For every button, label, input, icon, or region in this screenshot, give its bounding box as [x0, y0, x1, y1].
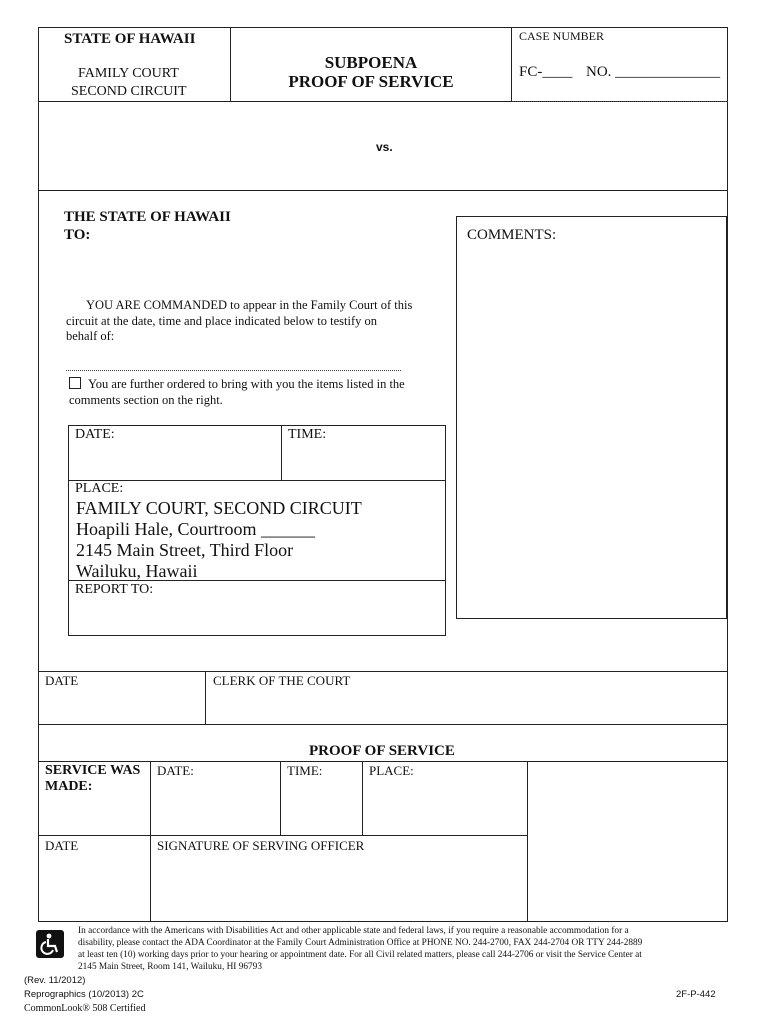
- comments-box[interactable]: [456, 216, 727, 619]
- revision-date: (Rev. 11/2012): [24, 975, 86, 986]
- versus-text: vs.: [376, 140, 393, 154]
- items-checkbox[interactable]: [69, 377, 81, 389]
- clerk-date-label[interactable]: DATE: [45, 673, 79, 688]
- ada-notice-line3: at least ten (10) working days prior to your hearing or appointment date. For all Civil related matters, please call 244-2706 or visit the Service Center at: [78, 950, 642, 960]
- doc-title-proof: PROOF OF SERVICE: [288, 72, 454, 91]
- report-to-label[interactable]: REPORT TO:: [75, 582, 154, 597]
- reprographics-info: Reprographics (10/2013) 2C: [24, 989, 144, 1000]
- to-heading-line1: THE STATE OF HAWAII: [64, 209, 231, 225]
- appearance-time-label[interactable]: TIME:: [288, 427, 327, 442]
- place-label: PLACE:: [75, 481, 124, 496]
- header-divider-right: [511, 27, 512, 101]
- signature-date-label[interactable]: DATE: [45, 838, 79, 853]
- case-number-label: CASE NUMBER: [519, 29, 605, 43]
- command-text-line2: circuit at the date, time and place indicated below to testify on: [66, 314, 377, 328]
- ada-notice-line1: In accordance with the Americans with Disabilities Act and other applicable state and federal laws, if you require a reasonable accommodation for a: [78, 926, 629, 936]
- parties-bottom-rule: [38, 190, 728, 191]
- behalf-of-line[interactable]: [66, 370, 401, 371]
- commonlook-certification: CommonLook® 508 Certified: [24, 1003, 146, 1014]
- place-line2: Hoapili Hale, Courtroom ______: [76, 519, 315, 539]
- clerk-top-rule: [38, 671, 728, 672]
- proof-of-service-title: PROOF OF SERVICE: [309, 743, 455, 759]
- service-time-label[interactable]: TIME:: [287, 763, 323, 778]
- command-text-line1: YOU ARE COMMANDED to appear in the Family Court of this: [86, 298, 413, 312]
- state-heading: STATE OF HAWAII: [64, 31, 196, 47]
- form-number: 2F-P-442: [676, 989, 716, 1000]
- clerk-of-court-label[interactable]: CLERK OF THE COURT: [213, 673, 351, 688]
- items-text-line2: comments section on the right.: [69, 393, 223, 407]
- court-name: FAMILY COURT: [78, 66, 179, 81]
- case-no-field[interactable]: NO. ______________: [586, 64, 721, 80]
- case-fc-field[interactable]: FC-____: [519, 64, 573, 80]
- service-made-line2: MADE:: [45, 779, 93, 794]
- service-place-label[interactable]: PLACE:: [369, 763, 414, 778]
- command-text-line3: behalf of:: [66, 329, 115, 343]
- wheelchair-icon: [36, 930, 64, 958]
- ada-notice-line4: 2145 Main Street, Room 141, Wailuku, HI 96793: [78, 962, 262, 972]
- service-made-line1: SERVICE WAS: [45, 763, 141, 778]
- items-text-line1: You are further ordered to bring with you the items listed in the: [88, 377, 405, 391]
- comments-label: COMMENTS:: [467, 227, 557, 243]
- place-line4: Wailuku, Hawaii: [76, 561, 198, 581]
- ada-notice-line2: disability, please contact the ADA Coordinator at the Family Court Administration Office at PHONE NO. 244-2700, FAX 244-2704 OR TTY 244-2889: [78, 938, 643, 948]
- appearance-date-label[interactable]: DATE:: [75, 427, 115, 442]
- place-line1: FAMILY COURT, SECOND CIRCUIT: [76, 498, 362, 518]
- doc-title-subpoena: SUBPOENA: [324, 53, 418, 72]
- serving-officer-signature-label[interactable]: SIGNATURE OF SERVING OFFICER: [157, 838, 365, 853]
- place-line3: 2145 Main Street, Third Floor: [76, 540, 294, 560]
- to-heading-line2: TO:: [64, 227, 91, 243]
- court-circuit: SECOND CIRCUIT: [71, 84, 187, 99]
- service-date-label[interactable]: DATE:: [157, 763, 194, 778]
